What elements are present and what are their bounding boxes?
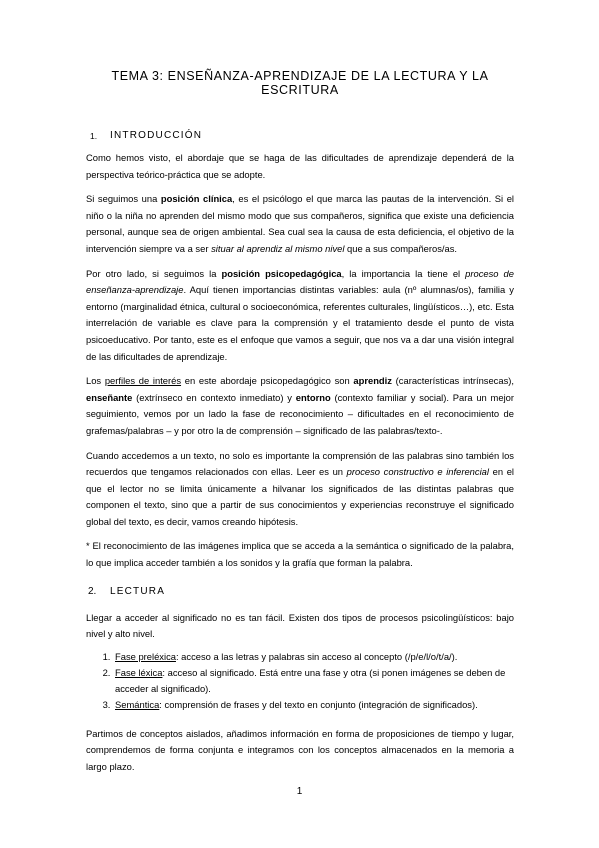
text-run: , es el psicólogo el que marca las pautas de la intervención. Si el niño o la niña no aprenden del mismo modo que sus compañeros, significa que existe una deficiencia personal, aunque sea de origen ambiental. Sea cual sea la causa de esta deficiencia, el objetivo de la intervención siempre va a ser: [86, 193, 514, 254]
phases-list: [86, 649, 514, 713]
bold-term: enseñante: [86, 391, 133, 403]
section-title: INTRODUCCIÓN: [110, 130, 203, 141]
list-item: [113, 697, 514, 713]
list-item-term: Fase preléxica: [115, 650, 176, 662]
bold-term: entorno: [295, 391, 331, 403]
section-number: 1.: [90, 130, 98, 141]
text-run: Cuando accedemos a un texto, no solo es importante la comprensión de las palabras sino también los recuerdos que tengamos relacionados con ellas. Leer es un: [86, 449, 514, 478]
section-title: LECTURA: [110, 585, 166, 597]
text-run: en este abordaje psicopedagógico son: [181, 375, 354, 387]
text-run: (características intrínsecas),: [391, 375, 514, 387]
bold-term: posición psicopedagógica: [221, 267, 342, 279]
text-run: . Aquí tienen importancias distintas variables: aula (nº alumnas/os), familia y entorno (marginalidad étnica, cultural o socioeconómica, referentes culturales, lingüísticos…), etc. Esta interrelación de variable es clave para la comprensión y el tratamiento desde el punto de vista psicoeducativo. Por tanto, este es el enfoque que vamos a seguir, que nos va a dar una visión integral de las dificultades de aprendizaje.: [86, 284, 514, 362]
bold-term: aprendiz: [353, 375, 392, 387]
section-heading-introduccion: [86, 130, 514, 141]
paragraph-posicion-psicopedagogica: [86, 266, 514, 366]
list-item-term: Fase léxica: [115, 666, 163, 678]
list-item-text: : acceso a las letras y palabras sin acceso al concepto (/p/e/l/o/t/a/).: [175, 650, 458, 662]
paragraph-conceptos: Partimos de conceptos aislados, añadimos información en forma de proposiciones de tiempo y lugar, comprendemos de forma conjunta e integramos con los conceptos almacenados en la memoria a largo plazo.: [86, 727, 514, 773]
section-heading-lectura: [86, 586, 514, 597]
list-item: [113, 665, 514, 697]
paragraph-lectura: Llegar a acceder al significado no es tan fácil. Existen dos tipos de procesos psicolingüísticos: bajo nivel y alto nivel.: [86, 611, 514, 640]
text-run: , la importancia la tiene el: [341, 267, 466, 279]
paragraph-intro: Como hemos visto, el abordaje que se haga de las dificultades de aprendizaje dependerá de la perspectiva teórico-práctica que se adopte.: [86, 152, 514, 180]
text-run: Si seguimos una: [86, 193, 161, 205]
text-run: Los: [86, 375, 105, 387]
paragraph-perfiles: [86, 373, 514, 439]
list-item: [113, 649, 514, 665]
text-run: (extrínseco en contexto inmediato) y: [132, 391, 296, 403]
list-item-text: : acceso al significado. Está entre una fase y otra (si ponen imágenes se deben de acceder al significado).: [115, 666, 506, 694]
list-item-text: : comprensión de frases y del texto en conjunto (integración de significados).: [159, 698, 478, 710]
italic-term: situar al aprendiz al mismo nivel: [211, 242, 345, 254]
italic-term: proceso de enseñanza-aprendizaje: [86, 267, 514, 296]
paragraph-note: * El reconocimiento de las imágenes implica que se acceda a la semántica o significado de la palabra, lo que implica acceder también a los sonidos y la grafía que forman la palabra.: [86, 540, 514, 569]
page-number: 1: [296, 786, 303, 797]
bold-term: posición clínica: [160, 193, 233, 205]
text-run: que a sus compañeros/as.: [344, 242, 458, 254]
underlined-term: perfiles de interés: [104, 375, 182, 387]
italic-term: proceso constructivo e inferencial: [346, 466, 489, 478]
text-run: (contexto familiar y social). Para un mejor seguimiento, vemos por un lado la fase de reconocimiento – dificultades en el reconocimiento de grafemas/palabras – y por otro la de comprensión – significado de las palabras/texto-.: [86, 391, 514, 436]
section-number: 2.: [88, 585, 97, 597]
list-item-term: Semántica: [115, 698, 160, 710]
paragraph-texto: [86, 448, 514, 531]
text-run: en el que el lector no se limita únicamente a hilvanar los significados de las distintas palabras que componen el texto, sino que a partir de sus conocimientos y experiencias reconstruye el significado global del texto, es decir, vamos creando hipótesis.: [86, 466, 515, 527]
text-run: Por otro lado, si seguimos la: [86, 267, 222, 279]
paragraph-posicion-clinica: [86, 191, 514, 257]
document-title: TEMA 3: ENSEÑANZA-APRENDIZAJE DE LA LECTURA Y LA ESCRITURA: [111, 69, 489, 97]
